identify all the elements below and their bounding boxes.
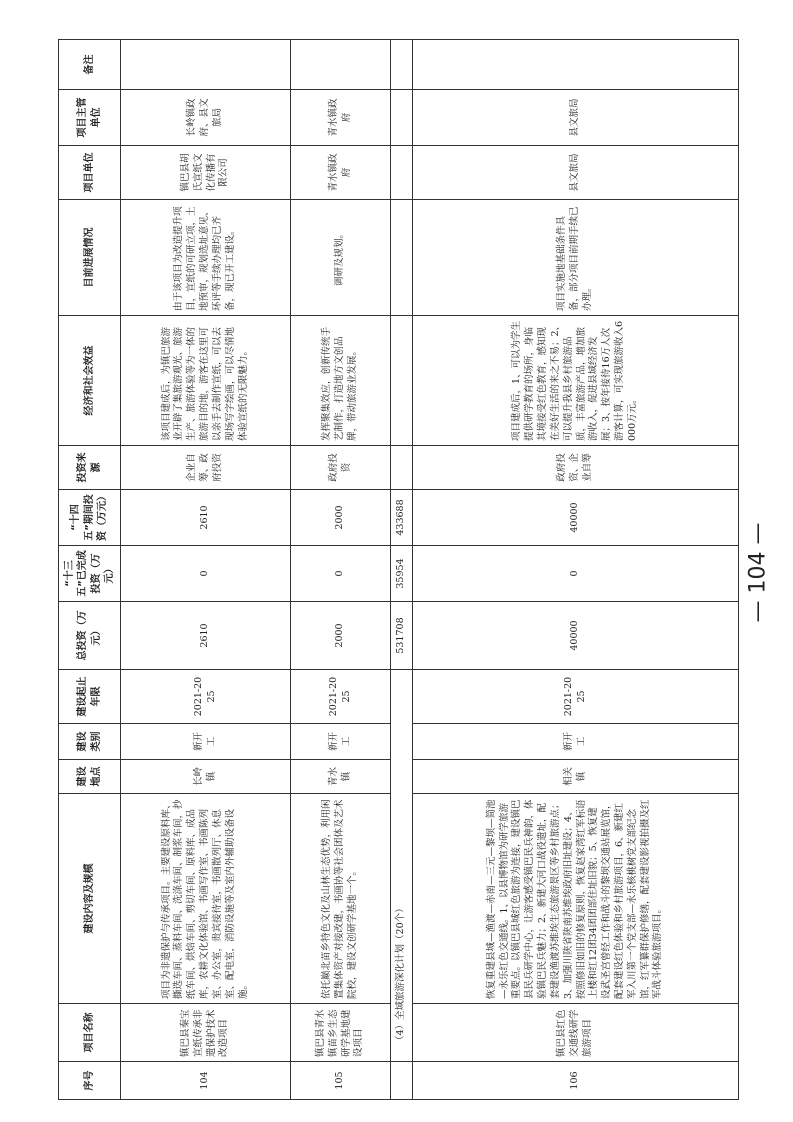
header-cell: 项目单位 bbox=[59, 146, 121, 200]
header-cell: 项目名称 bbox=[59, 1004, 121, 1062]
header-cell: 总投资（万元） bbox=[59, 602, 121, 670]
cell-content: 恢复重建县城—渔渡—赤南—三元—黎坝—简池—永乐红色交通线。1、以县博物馆为研学旅游重要点。以镇巴县城红色旅游为连接，建设镇巴县民兵研学中心，让游客感受镇巴民兵神韵，体验镇巴民兵魅力；2、新建大河口战役遗址，配套建设渔渡苏维埃生态旅游景区等乡村旅游点；3、加强川陕省陕南苏维埃政府旧址建设；4、按照修旧如旧的修复原则，恢复赵家湾红军标语上楼和红12团34团团部住址旧貌；5、恢复建设武圣宫曾经工作和战斗的黎坝交通站展览馆，配套建设红色体验和乡村旅游项目，6、新建红军入川第一个党支部—永乐核桃树党支部纪念馆，红军纂群保护修缮，配套建设影视拍摄及红军战斗体验旅游项目。 bbox=[413, 794, 739, 1004]
header-cell: 经济和社会效益 bbox=[59, 316, 121, 446]
cell-no: 106 bbox=[413, 1062, 739, 1100]
cell-plan145: 40000 bbox=[413, 490, 739, 546]
cell-blank bbox=[391, 90, 413, 146]
cell-name: 镇巴县青水镇苗乡生态研学基地建设项目 bbox=[291, 1004, 391, 1062]
project-table bbox=[58, 39, 739, 1100]
section-row bbox=[391, 40, 413, 1100]
page-number: — 104 — bbox=[745, 522, 771, 623]
header-cell: 序号 bbox=[59, 1062, 121, 1100]
cell-benefit: 该项目建成后，为镇巴旅游业开辟了集旅游观光、旅游生产、旅游体验等为一体的旅游目的地，游客在这里可以亲手去制作宣纸，可以去现场写字绘画，可以尽情地体验宣纸的无限魅力。 bbox=[121, 316, 291, 446]
cell-content: 依托巅北苗乡特色文化及山林生态优势，利用闲置集体资产对接改建，书画协等社会团体及艺术院校，建设文创研学基地一个。 bbox=[291, 794, 391, 1004]
cell-done135: 0 bbox=[413, 546, 739, 602]
header-cell: 目前进展情况 bbox=[59, 200, 121, 316]
cell-type: 新开工 bbox=[121, 724, 291, 760]
cell-source: 企业自筹、政府投资 bbox=[121, 446, 291, 490]
cell-location: 青水镇 bbox=[291, 760, 391, 794]
table-row bbox=[121, 40, 291, 1100]
cell-type: 新开工 bbox=[291, 724, 391, 760]
cell-no: 105 bbox=[291, 1062, 391, 1100]
cell-blank bbox=[391, 316, 413, 446]
cell-plan145: 2610 bbox=[121, 490, 291, 546]
cell-name: 镇巴县红色交通线研学旅游项目 bbox=[413, 1004, 739, 1062]
cell-total: 2000 bbox=[291, 602, 391, 670]
cell-blank bbox=[391, 446, 413, 490]
header-cell: 建设类别 bbox=[59, 724, 121, 760]
cell-source: 政府投资、企业自筹 bbox=[413, 446, 739, 490]
header-cell: 建设起止年限 bbox=[59, 670, 121, 724]
cell-done135: 0 bbox=[121, 546, 291, 602]
cell-years: 2021-2025 bbox=[121, 670, 291, 724]
cell-note bbox=[291, 40, 391, 90]
cell-blank bbox=[391, 40, 413, 90]
header-cell: “十三五”已完成投资（万元） bbox=[59, 546, 121, 602]
cell-blank bbox=[391, 200, 413, 316]
cell-plan145: 2000 bbox=[291, 490, 391, 546]
cell-no: 104 bbox=[121, 1062, 291, 1100]
cell-unit: 青水镇政府 bbox=[291, 146, 391, 200]
cell-note bbox=[121, 40, 291, 90]
header-cell: 建设地点 bbox=[59, 760, 121, 794]
cell-unit: 镇巴县胡氏宣纸文化传播有限公司 bbox=[121, 146, 291, 200]
table-wrapper bbox=[58, 40, 738, 1100]
header-cell: 建设内容及规模 bbox=[59, 794, 121, 1004]
cell-progress: 项目实施地基础条件具备，部分项目前期手续已办理。 bbox=[413, 200, 739, 316]
header-row bbox=[59, 40, 121, 1100]
cell-manager: 县文旅局 bbox=[413, 90, 739, 146]
section-label: （4）全域旅游深化计划（20个） bbox=[391, 670, 413, 1062]
cell-years: 2021-2025 bbox=[291, 670, 391, 724]
header-cell: 投资来源 bbox=[59, 446, 121, 490]
cell-done135: 0 bbox=[291, 546, 391, 602]
cell-benefit: 发挥聚集效应，创新传统手艺制作，打造地方文创品牌，带动旅游业发展。 bbox=[291, 316, 391, 446]
header-cell: “十四五”期间投资（万元） bbox=[59, 490, 121, 546]
header-cell: 备注 bbox=[59, 40, 121, 90]
cell-total: 40000 bbox=[413, 602, 739, 670]
section-plan145: 433688 bbox=[391, 490, 413, 546]
section-total: 531708 bbox=[391, 602, 413, 670]
table-row bbox=[413, 40, 739, 1100]
cell-source: 政府投资 bbox=[291, 446, 391, 490]
cell-blank bbox=[391, 146, 413, 200]
cell-unit: 县文旅局 bbox=[413, 146, 739, 200]
cell-total: 2610 bbox=[121, 602, 291, 670]
cell-manager: 青水镇政府 bbox=[291, 90, 391, 146]
cell-content: 项目为非遗保护与传承项目。主要建设原料库、撕选车间、蒸料车间、洗涤车间、制浆车间，抄纸车间、烘焙车间、剪切车间、原料库、成品库，农耕文化体验馆、书画写作室、书画陈列室、办公室，贵宾接待室，书画散列厅、休息室、配电室，消防设施等及室内外辅助设备设施。 bbox=[121, 794, 291, 1004]
cell-name: 镇巴县秦宝宣纸传承非遗保护技术改造项目 bbox=[121, 1004, 291, 1062]
cell-benefit: 项目建成后，1、可以为学生提供研学教育的场所，身临其境接受红色教育，感知现在美好生活的来之不易；2、可以提升我县乡村旅游品质，丰富旅游产品，增加旅游收入，促进县域经济发展；3、按年接待16万人次游客计算，可实现旅游收入6000万元。 bbox=[413, 316, 739, 446]
cell-location: 相关镇 bbox=[413, 760, 739, 794]
header-cell: 项目主管单位 bbox=[59, 90, 121, 146]
cell-note bbox=[413, 40, 739, 90]
cell-progress: 由于该项目为改造提升项目，宣纸的可研立项，土地预审，规划选址意见、环评等手续办理均已齐备，现已开工建设。 bbox=[121, 200, 291, 316]
cell-years: 2021-2025 bbox=[413, 670, 739, 724]
section-done135: 35954 bbox=[391, 546, 413, 602]
cell-blank bbox=[391, 1062, 413, 1100]
cell-type: 新开工 bbox=[413, 724, 739, 760]
table-row bbox=[291, 40, 391, 1100]
cell-location: 长岭镇 bbox=[121, 760, 291, 794]
cell-manager: 长岭镇政府、县文旅局 bbox=[121, 90, 291, 146]
cell-progress: 调研及规划。 bbox=[291, 200, 391, 316]
